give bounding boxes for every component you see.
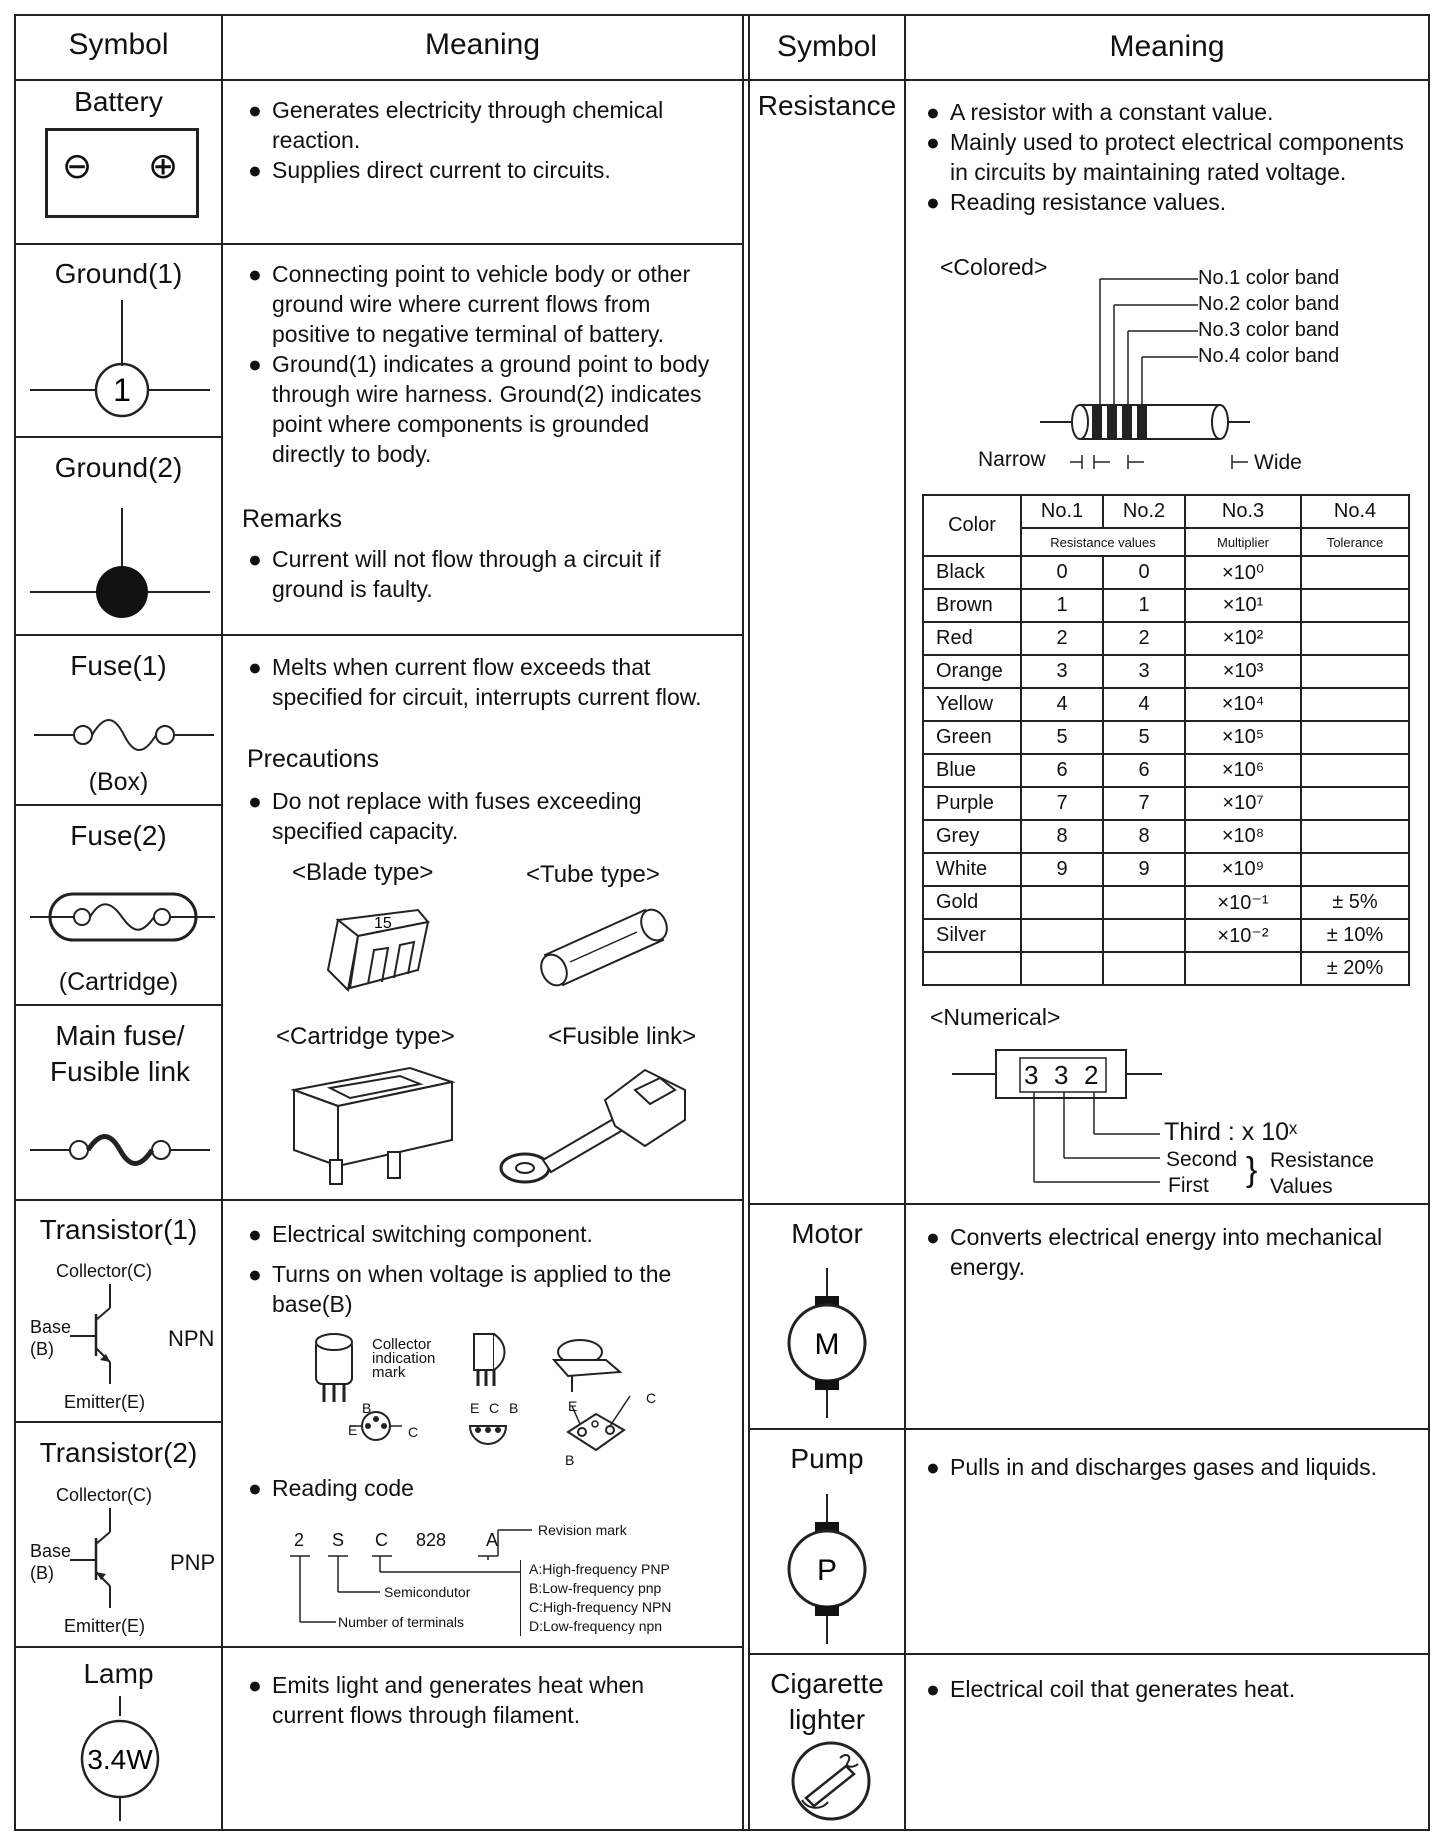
- color-table-cell: [1103, 952, 1185, 985]
- ground-bullet: Ground(1) indicates a ground point to body through wire harness. Ground(2) indicates point where components is grounded directly to body.: [272, 351, 710, 467]
- color-table-row: [923, 622, 1409, 655]
- color-table-cell: 9: [1021, 853, 1103, 886]
- color-table-cell: ×10³: [1185, 655, 1301, 688]
- color-table-cell: 0: [1103, 556, 1185, 589]
- battery-plus-icon: ⊕: [148, 145, 179, 186]
- transistor1-collector-label: Collector(C): [56, 1261, 153, 1281]
- resistance-bullet: Mainly used to protect electrical components in circuits by maintaining rated voltage.: [950, 129, 1404, 185]
- color-table-cell: 5: [1021, 721, 1103, 754]
- cartridge-type-label: <Cartridge type>: [276, 1023, 455, 1050]
- color-table-cell: ×10⁻²: [1185, 919, 1301, 952]
- pnp-transistor-symbol: [70, 1508, 140, 1608]
- blade-type-label: <Blade type>: [292, 859, 434, 886]
- pump-meaning: ● Pulls in and discharges gases and liquids.: [926, 1454, 1378, 1480]
- band-label: No.4 color band: [1198, 345, 1340, 367]
- battery-label: Battery: [74, 86, 163, 117]
- motor-symbol: [787, 1268, 867, 1418]
- multiplier-subheader: Multiplier: [1185, 528, 1301, 556]
- ground-meaning: ● Connecting point to vehicle body or other ground wire where current flows from positive to negative terminal of battery. ● Ground(1) indicates a ground point to body through wire harness. Ground(2) indicates point where components is grounded directly to body.: [248, 259, 728, 469]
- no3-header: No.3: [1185, 495, 1301, 528]
- resistance-meaning: ● A resistor with a constant value. ● Mainly used to protect electrical components in circuits by maintaining rated voltage. ● Reading resistance values.: [926, 97, 1416, 217]
- battery-bullet: Supplies direct current to circuits.: [272, 157, 611, 183]
- fuse1-symbol: [34, 715, 214, 755]
- color-table-cell: Grey: [923, 820, 1021, 853]
- color-table-cell: [1301, 721, 1409, 754]
- color-table-cell: Purple: [923, 787, 1021, 820]
- header-symbol-right: Symbol: [776, 30, 878, 63]
- transistor2-emitter-label: Emitter(E): [64, 1616, 145, 1636]
- semiconductor-label: Semicondutor: [384, 1584, 471, 1600]
- values-word: Values: [1270, 1175, 1333, 1198]
- header-symbol-left: Symbol: [68, 28, 169, 61]
- lamp-rating: 3.4W: [87, 1744, 153, 1775]
- fusible-link-label: <Fusible link>: [548, 1023, 697, 1050]
- color-table-cell: ×10⁻¹: [1185, 886, 1301, 919]
- color-table-cell: 4: [1021, 688, 1103, 721]
- pin-b-label: B: [509, 1400, 519, 1416]
- ground1-label: Ground(1): [54, 258, 183, 289]
- wide-label: Wide: [1254, 451, 1302, 474]
- color-table-cell: Orange: [923, 655, 1021, 688]
- npn-transistor-symbol: [70, 1284, 140, 1384]
- color-table-cell: 6: [1103, 754, 1185, 787]
- color-table-cell: [1103, 886, 1185, 919]
- color-table-row: [923, 556, 1409, 589]
- reading-code-title: Reading code: [272, 1475, 414, 1501]
- motor-label: Motor: [791, 1218, 863, 1249]
- fuse1-sublabel: (Box): [88, 768, 149, 796]
- header-meaning-right: Meaning: [1109, 30, 1225, 63]
- color-header: Color: [923, 495, 1021, 556]
- lamp-symbol: [70, 1696, 170, 1826]
- ground1-number: 1: [113, 372, 131, 408]
- color-table-row: [923, 820, 1409, 853]
- no1-header: No.1: [1021, 495, 1103, 528]
- color-table-row: [923, 787, 1409, 820]
- tube-type-label: <Tube type>: [526, 861, 660, 888]
- lamp-meaning: ● Emits light and generates heat when current flows through filament.: [248, 1670, 718, 1730]
- cartridge-fuse-icon: [290, 1060, 460, 1190]
- resistance-bullet: A resistor with a constant value.: [950, 99, 1274, 125]
- battery-symbol: [45, 128, 199, 218]
- transistor2-collector-label: Collector(C): [56, 1485, 153, 1505]
- color-table-cell: ×10⁰: [1185, 556, 1301, 589]
- color-table-cell: 1: [1021, 589, 1103, 622]
- first-digit-label: First: [1168, 1174, 1209, 1197]
- ground-remarks: ● Current will not flow through a circuit if ground is faulty.: [248, 544, 718, 604]
- color-band-resistor-diagram: [1040, 275, 1260, 475]
- color-table-cell: Silver: [923, 919, 1021, 952]
- color-table-cell: [1301, 556, 1409, 589]
- color-table-row: [923, 886, 1409, 919]
- color-table-cell: 0: [1021, 556, 1103, 589]
- pump-symbol: [787, 1494, 867, 1644]
- color-table-cell: [1301, 688, 1409, 721]
- transistor-meaning: ● Electrical switching component. ● Turns on when voltage is applied to the base(B): [248, 1219, 728, 1319]
- fuse-meaning: ● Melts when current flow exceeds that specified for circuit, interrupts current flow.: [248, 652, 718, 712]
- collector-indication-label: Collector indication mark: [372, 1336, 436, 1381]
- transistor1-emitter-label: Emitter(E): [64, 1392, 145, 1412]
- numerical-label: <Numerical>: [930, 1004, 1061, 1030]
- color-table-cell: Black: [923, 556, 1021, 589]
- main-fuse-symbol: [30, 1130, 210, 1170]
- numerical-digit: 3: [1054, 1060, 1069, 1090]
- color-table-cell: [1301, 622, 1409, 655]
- ground-remarks-text: Current will not flow through a circuit if ground is faulty.: [272, 546, 661, 602]
- color-table-cell: [1301, 655, 1409, 688]
- color-table-cell: [1301, 754, 1409, 787]
- color-table-cell: White: [923, 853, 1021, 886]
- color-table-cell: 2: [1021, 622, 1103, 655]
- transistor-bullet: Turns on when voltage is applied to the base(B): [272, 1261, 672, 1317]
- color-table-row: [923, 919, 1409, 952]
- pin-c-label: C: [408, 1424, 419, 1440]
- color-table-cell: 5: [1103, 721, 1185, 754]
- fuse-precaution-text: Do not replace with fuses exceeding specified capacity.: [272, 788, 642, 844]
- color-table-cell: [1021, 952, 1103, 985]
- transistor1-type-label: NPN: [168, 1326, 215, 1351]
- ground2-label: Ground(2): [54, 452, 183, 483]
- revision-mark-label: Revision mark: [538, 1522, 627, 1538]
- color-table-row: [923, 721, 1409, 754]
- motor-letter: M: [814, 1328, 840, 1361]
- lamp-label: Lamp: [83, 1658, 154, 1689]
- color-table-row: [923, 655, 1409, 688]
- fuse-bullet: Melts when current flow exceeds that specified for circuit, interrupts current flow.: [272, 654, 702, 710]
- no2-header: No.2: [1103, 495, 1185, 528]
- color-table-cell: [1185, 952, 1301, 985]
- code-char: C: [375, 1530, 388, 1550]
- color-table-cell: [1301, 787, 1409, 820]
- resistance-label: Resistance: [757, 90, 897, 121]
- blade-rating: 15: [374, 915, 392, 932]
- numerical-digit: 3: [1024, 1060, 1039, 1090]
- motor-meaning: ● Converts electrical energy into mechanical energy.: [926, 1222, 1406, 1282]
- terminals-label: Number of terminals: [338, 1614, 465, 1630]
- transistor2-base-label: Base (B): [30, 1541, 72, 1583]
- color-table-cell: [1301, 589, 1409, 622]
- color-table-cell: Gold: [923, 886, 1021, 919]
- color-table-cell: ×10¹: [1185, 589, 1301, 622]
- color-table-cell: ± 10%: [1301, 919, 1409, 952]
- color-table-cell: 4: [1103, 688, 1185, 721]
- color-table-cell: 8: [1021, 820, 1103, 853]
- color-table-row: [923, 688, 1409, 721]
- color-table-cell: [1103, 919, 1185, 952]
- header-meaning-left: Meaning: [424, 28, 541, 61]
- numerical-digit: 2: [1084, 1060, 1099, 1090]
- pin-c-label: C: [489, 1400, 500, 1416]
- fuse1-label: Fuse(1): [70, 650, 167, 681]
- tolerance-subheader: Tolerance: [1301, 528, 1409, 556]
- color-table-cell: Red: [923, 622, 1021, 655]
- color-table-cell: 8: [1103, 820, 1185, 853]
- color-table-cell: [1301, 853, 1409, 886]
- band-label: No.3 color band: [1198, 319, 1340, 341]
- color-table-row: [923, 589, 1409, 622]
- transistor1-base-label: Base (B): [30, 1317, 72, 1359]
- ground-bullet: Connecting point to vehicle body or other ground wire where current flows from positive to negative terminal of battery.: [272, 261, 691, 347]
- type-item: D:Low-frequency npn: [529, 1618, 663, 1634]
- pin-b-label: B: [362, 1400, 372, 1416]
- tube-fuse-icon: [525, 900, 675, 990]
- color-table-cell: [923, 952, 1021, 985]
- resistor-color-table: [922, 494, 1410, 986]
- color-table-cell: ×10⁶: [1185, 754, 1301, 787]
- resistance-values-label: [1270, 1148, 1374, 1200]
- transistor-packages-illustration: [310, 1330, 660, 1460]
- resistance-bullet: Reading resistance values.: [950, 189, 1227, 215]
- color-table-cell: ×10⁴: [1185, 688, 1301, 721]
- color-table-cell: Blue: [923, 754, 1021, 787]
- color-table-cell: [1301, 820, 1409, 853]
- fusible-link-icon: [495, 1060, 695, 1190]
- pin-e-label: E: [568, 1398, 578, 1414]
- code-char: A: [486, 1530, 499, 1550]
- color-table-cell: 7: [1103, 787, 1185, 820]
- lighter-label: Cigarette lighter: [770, 1668, 884, 1735]
- ground2-symbol: [30, 508, 210, 618]
- transistor1-label: Transistor(1): [39, 1214, 198, 1245]
- ground-remarks-title: Remarks: [242, 505, 343, 533]
- main-fuse-label: Main fuse/ Fusible link: [49, 1020, 191, 1087]
- color-table-cell: [1021, 886, 1103, 919]
- fuse-precautions-title: Precautions: [247, 745, 380, 773]
- reading-code: ● Reading code: [248, 1475, 414, 1501]
- pump-letter: P: [816, 1554, 838, 1587]
- fuse2-symbol: [30, 890, 215, 944]
- resistance-word: Resistance: [1270, 1149, 1374, 1172]
- color-table-cell: 6: [1021, 754, 1103, 787]
- motor-bullet: Converts electrical energy into mechanical energy.: [950, 1224, 1383, 1280]
- color-table-cell: 3: [1103, 655, 1185, 688]
- color-table-cell: Yellow: [923, 688, 1021, 721]
- color-table-cell: 3: [1021, 655, 1103, 688]
- color-table-cell: 7: [1021, 787, 1103, 820]
- pump-label: Pump: [790, 1443, 864, 1474]
- fuse2-label: Fuse(2): [70, 820, 167, 851]
- blade-fuse-icon: [318, 900, 438, 1000]
- lighter-bullet: Electrical coil that generates heat.: [950, 1676, 1296, 1702]
- ground1-symbol: [30, 300, 210, 420]
- color-table-cell: ± 5%: [1301, 886, 1409, 919]
- color-table-cell: Brown: [923, 589, 1021, 622]
- type-item: B:Low-frequency pnp: [529, 1580, 662, 1596]
- pin-c-label: C: [646, 1390, 657, 1406]
- color-table-cell: Green: [923, 721, 1021, 754]
- resistance-values-subheader: Resistance values: [1021, 528, 1185, 556]
- type-item: C:High-frequency NPN: [529, 1599, 672, 1615]
- pin-e-label: E: [348, 1422, 358, 1438]
- brace: }: [1246, 1151, 1258, 1189]
- code-char: 828: [416, 1530, 447, 1550]
- battery-minus-icon: ⊖: [62, 145, 93, 186]
- pin-e-label: E: [470, 1400, 480, 1416]
- color-table-cell: ± 20%: [1301, 952, 1409, 985]
- battery-bullet: Generates electricity through chemical reaction.: [272, 97, 664, 153]
- fuse-precaution: ● Do not replace with fuses exceeding specified capacity.: [248, 786, 718, 846]
- color-table-cell: ×10⁸: [1185, 820, 1301, 853]
- fuse2-sublabel: (Cartridge): [58, 968, 179, 996]
- color-table-row: [923, 952, 1409, 985]
- band-label: No.2 color band: [1198, 293, 1340, 315]
- cigarette-lighter-icon: [788, 1740, 874, 1822]
- battery-meaning: ● Generates electricity through chemical reaction. ● Supplies direct current to circuits.: [248, 95, 718, 185]
- color-table-row: [923, 853, 1409, 886]
- color-table-cell: ×10⁷: [1185, 787, 1301, 820]
- color-table-cell: 9: [1103, 853, 1185, 886]
- pin-b-label: B: [565, 1452, 575, 1468]
- transistor2-label: Transistor(2): [39, 1437, 198, 1468]
- color-table-cell: [1021, 919, 1103, 952]
- third-digit-label: Third : x 10ˣ: [1164, 1118, 1298, 1146]
- color-table-cell: 2: [1103, 622, 1185, 655]
- color-table-cell: ×10²: [1185, 622, 1301, 655]
- color-table-row: [923, 754, 1409, 787]
- lighter-meaning: ● Electrical coil that generates heat.: [926, 1676, 1296, 1702]
- code-char: 2: [294, 1530, 305, 1550]
- type-item: A:High-frequency PNP: [529, 1561, 670, 1577]
- lamp-bullet: Emits light and generates heat when current flows through filament.: [272, 1672, 645, 1728]
- colored-label: <Colored>: [940, 254, 1048, 280]
- pump-bullet: Pulls in and discharges gases and liquids.: [950, 1454, 1378, 1480]
- narrow-label: Narrow: [978, 448, 1046, 471]
- second-digit-label: Second: [1166, 1148, 1238, 1171]
- transistor-bullet: Electrical switching component.: [272, 1221, 593, 1247]
- transistor2-type-label: PNP: [170, 1550, 216, 1575]
- code-char: S: [332, 1530, 345, 1550]
- color-table-cell: ×10⁵: [1185, 721, 1301, 754]
- color-table-cell: 1: [1103, 589, 1185, 622]
- band-label: No.1 color band: [1198, 267, 1340, 289]
- no4-header: No.4: [1301, 495, 1409, 528]
- type-list: [520, 1560, 671, 1636]
- color-table-cell: ×10⁹: [1185, 853, 1301, 886]
